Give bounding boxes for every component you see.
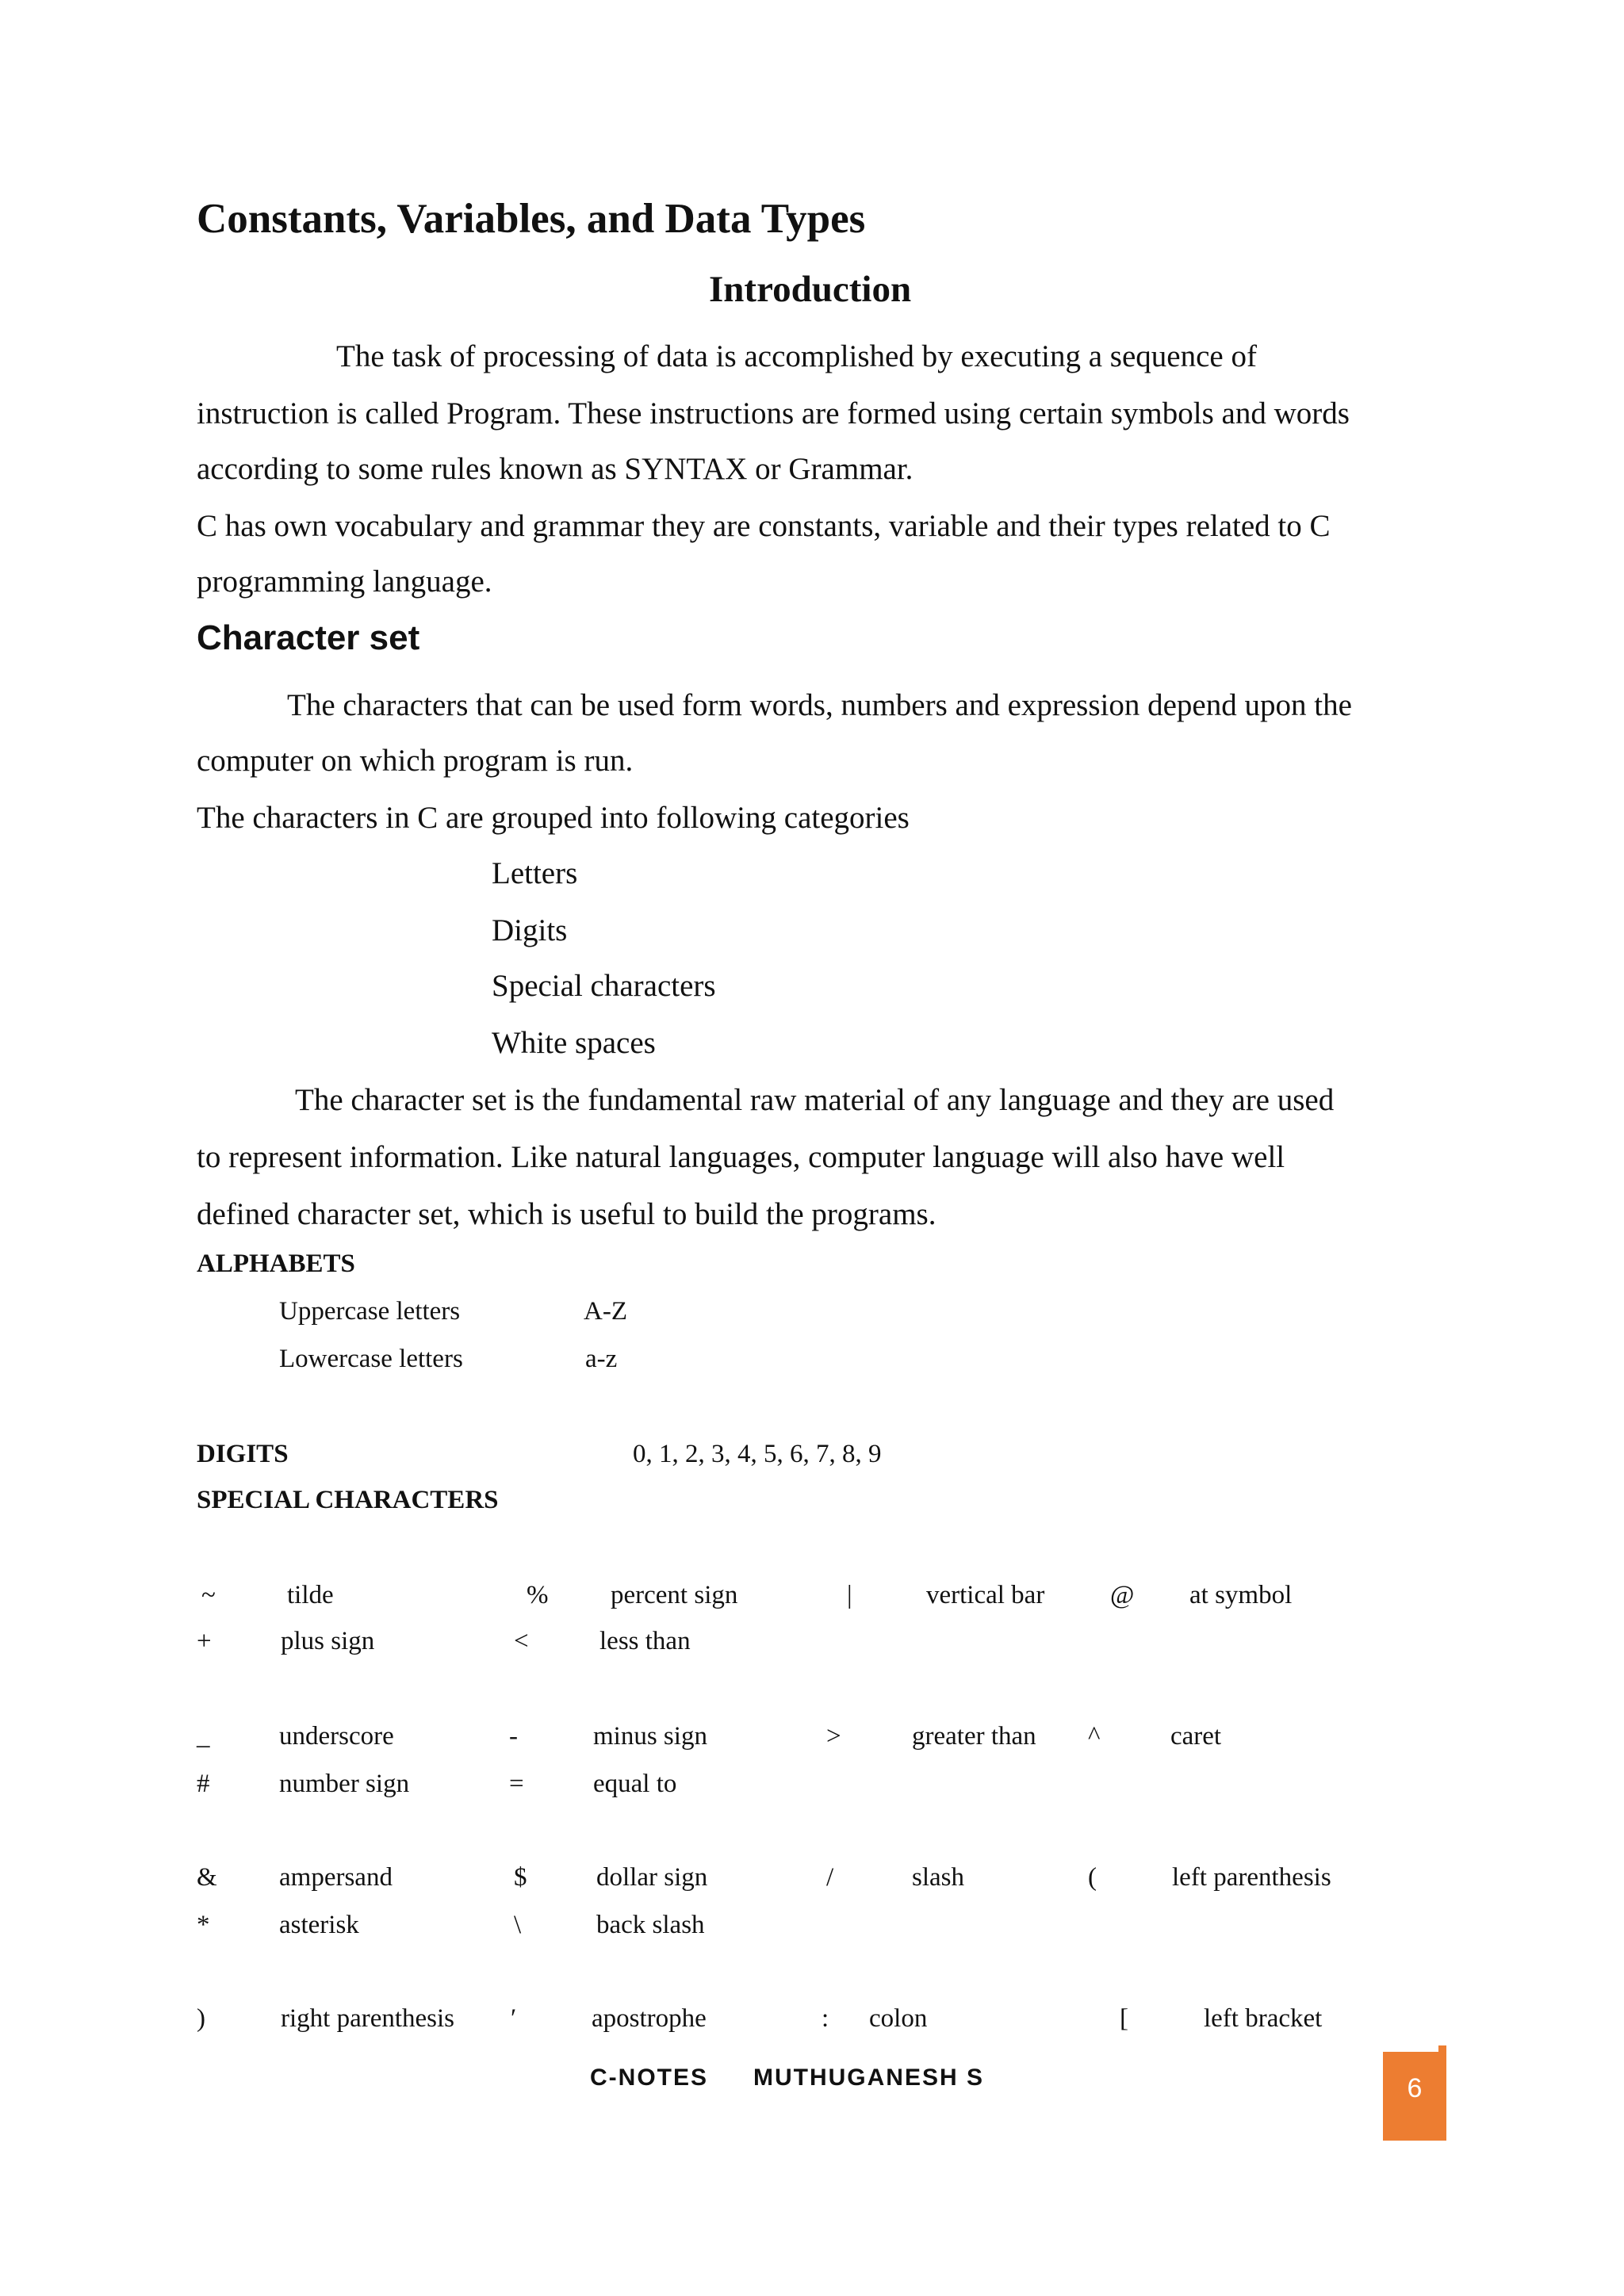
intro-line-1: The task of processing of data is accomplished by executing a sequence of [336, 339, 1257, 373]
digits-label: DIGITS [197, 1440, 289, 1468]
special-name: caret [1170, 1722, 1222, 1751]
special-name: tilde [287, 1581, 334, 1609]
page-number-badge [1383, 2052, 1446, 2141]
footer-author: MUTHUGANESH S [753, 2064, 985, 2091]
special-name: right parenthesis [281, 2004, 455, 2033]
special-symbol: - [509, 1722, 518, 1751]
special-symbol: _ [197, 1722, 210, 1751]
special-symbol: = [509, 1770, 524, 1798]
charset-heading: Character set [197, 618, 420, 657]
lowercase-value: a-z [585, 1345, 618, 1373]
special-symbol: $ [514, 1863, 527, 1892]
special-name: dollar sign [596, 1863, 708, 1892]
category-special: Special characters [492, 969, 716, 1003]
special-name: at symbol [1189, 1581, 1293, 1609]
special-symbol: ^ [1088, 1722, 1101, 1751]
special-name: asterisk [279, 1911, 359, 1939]
category-letters: Letters [492, 856, 578, 890]
special-name: left bracket [1204, 2004, 1323, 2033]
special-symbol: < [514, 1627, 529, 1655]
intro-line-4: C has own vocabulary and grammar they are constants, variable and their types related to C [197, 509, 1331, 543]
special-symbol: % [527, 1581, 549, 1609]
special-name: percent sign [611, 1581, 738, 1609]
special-name: minus sign [593, 1722, 707, 1751]
special-name: plus sign [281, 1627, 375, 1655]
charset-line-3: The characters in C are grouped into following categories [197, 801, 910, 835]
special-symbol: ( [1088, 1863, 1097, 1892]
special-symbol: + [197, 1627, 212, 1655]
special-characters-label: SPECIAL CHARACTERS [197, 1486, 499, 1514]
special-symbol: / [826, 1863, 834, 1892]
charset2-line-1: The character set is the fundamental raw material of any language and they are used [295, 1083, 1335, 1117]
special-name: number sign [279, 1770, 410, 1798]
charset2-line-2: to represent information. Like natural languages, computer language will also have well [197, 1140, 1285, 1174]
uppercase-value: A-Z [584, 1297, 627, 1326]
lowercase-name: Lowercase letters [279, 1345, 463, 1373]
intro-line-2: instruction is called Program. These instructions are formed using certain symbols and words [197, 396, 1350, 430]
special-symbol: > [826, 1722, 841, 1751]
special-symbol: # [197, 1770, 210, 1798]
special-symbol: @ [1110, 1581, 1135, 1609]
charset-line-1: The characters that can be used form words, numbers and expression depend upon the [287, 688, 1352, 722]
special-symbol: | [847, 1581, 852, 1609]
page-number: 6 [1407, 2073, 1423, 2103]
category-digits: Digits [492, 913, 568, 947]
special-symbol: [ [1120, 2004, 1128, 2033]
footer-course: C-NOTES [590, 2064, 708, 2091]
special-symbol: & [197, 1863, 217, 1892]
special-name: apostrophe [592, 2004, 707, 2033]
special-symbol: \ [514, 1911, 522, 1939]
alphabets-label: ALPHABETS [197, 1249, 355, 1278]
special-name: underscore [279, 1722, 394, 1751]
special-name: slash [912, 1863, 964, 1892]
special-name: less than [599, 1627, 691, 1655]
charset-line-2: computer on which program is run. [197, 744, 634, 778]
special-name: ampersand [279, 1863, 393, 1892]
special-symbol: ) [197, 2004, 205, 2033]
uppercase-name: Uppercase letters [279, 1297, 461, 1326]
special-name: equal to [593, 1770, 677, 1798]
special-name: colon [869, 2004, 928, 2033]
intro-heading: Introduction [709, 269, 912, 310]
charset2-line-3: defined character set, which is useful to build the programs. [197, 1197, 936, 1231]
intro-line-5: programming language. [197, 564, 492, 599]
page-title: Constants, Variables, and Data Types [197, 196, 866, 242]
special-name: greater than [912, 1722, 1036, 1751]
special-name: left parenthesis [1172, 1863, 1331, 1892]
special-name: back slash [596, 1911, 705, 1939]
special-symbol: ~ [201, 1581, 216, 1609]
category-whitespace: White spaces [492, 1026, 656, 1060]
intro-line-3: according to some rules known as SYNTAX or Grammar. [197, 452, 914, 486]
special-name: vertical bar [926, 1581, 1045, 1609]
special-symbol: ′ [511, 2004, 517, 2033]
digits-value: 0, 1, 2, 3, 4, 5, 6, 7, 8, 9 [633, 1440, 882, 1468]
special-symbol: : [822, 2004, 829, 2033]
special-symbol: * [197, 1911, 210, 1939]
